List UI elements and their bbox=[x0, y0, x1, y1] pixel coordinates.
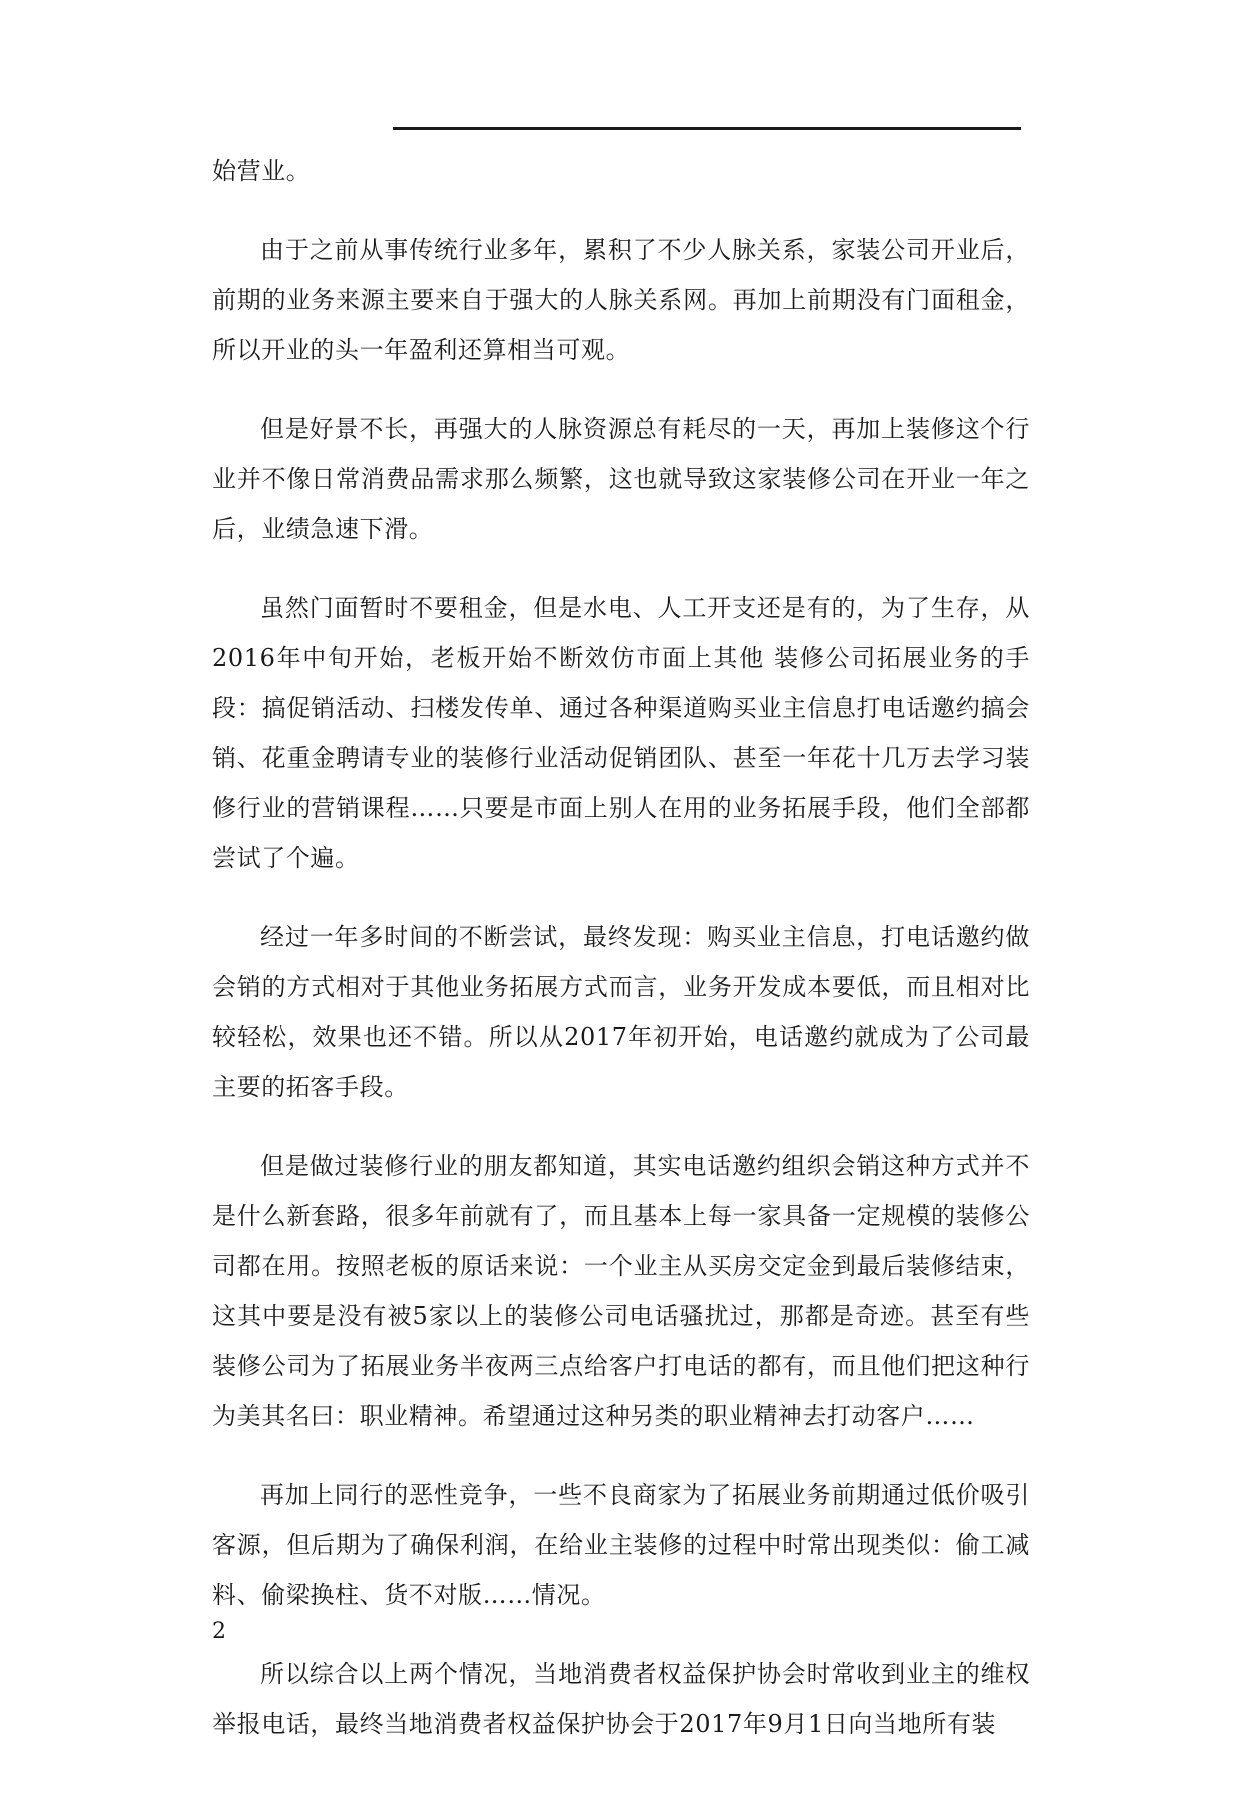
paragraph-8: 所以综合以上两个情况，当地消费者权益保护协会时常收到业主的维权举报电话，最终当地消费者权益保护协会于2017年9月1日向当地所有装 bbox=[212, 1660, 1030, 1738]
paragraph-3: 但是好景不长，再强大的人脉资源总有耗尽的一天，再加上装修这个行业并不像日常消费品需求那么频繁，这也就导致这家装修公司在开业一年之后，业绩急速下滑。 bbox=[212, 415, 1030, 543]
paragraph-2: 由于之前从事传统行业多年，累积了不少人脉关系，家装公司开业后，前期的业务来源主要来自于强大的人脉关系网。再加上前期没有门面租金，所以开业的头一年盈利还算相当可观。 bbox=[212, 236, 1030, 364]
paragraph-4: 虽然门面暂时不要租金，但是水电、人工开支还是有的，为了生存，从2016年中旬开始，老板开始不断效仿市面上其他 装修公司拓展业务的手段：搞促销活动、扫楼发传单、通过各种渠道购买业主信息打电话邀约搞会销、花重金聘请专业的装修行业活动促销团队、甚至一年花十几万去学习装修行业的营销课程……只要是市面上别人在用的业务拓展手段，他们全部都尝试了个遍。 bbox=[212, 594, 1030, 872]
header-rule bbox=[393, 127, 1021, 130]
body-text bbox=[212, 146, 1030, 1778]
paragraph-5: 经过一年多时间的不断尝试，最终发现：购买业主信息，打电话邀约做会销的方式相对于其他业务拓展方式而言，业务开发成本要低，而且相对比较轻松，效果也还不错。所以从2017年初开始，电话邀约就成为了公司最主要的拓客手段。 bbox=[212, 923, 1030, 1101]
paragraph-6: 但是做过装修行业的朋友都知道，其实电话邀约组织会销这种方式并不是什么新套路，很多年前就有了，而且基本上每一家具备一定规模的装修公司都在用。按照老板的原话来说：一个业主从买房交定金到最后装修结束，这其中要是没有被5家以上的装修公司电话骚扰过，那都是奇迹。甚至有些装修公司为了拓展业务半夜两三点给客户打电话的都有，而且他们把这种行为美其名曰：职业精神。希望通过这种另类的职业精神去打动客户…… bbox=[212, 1152, 1030, 1430]
paragraph-1: 始营业。 bbox=[212, 157, 311, 185]
paragraph-7: 再加上同行的恶性竞争，一些不良商家为了拓展业务前期通过低价吸引客源，但后期为了确保利润，在给业主装修的过程中时常出现类似：偷工减料、偷梁换柱、货不对版……情况。 bbox=[212, 1481, 1030, 1609]
page-number: 2 bbox=[212, 1619, 226, 1644]
